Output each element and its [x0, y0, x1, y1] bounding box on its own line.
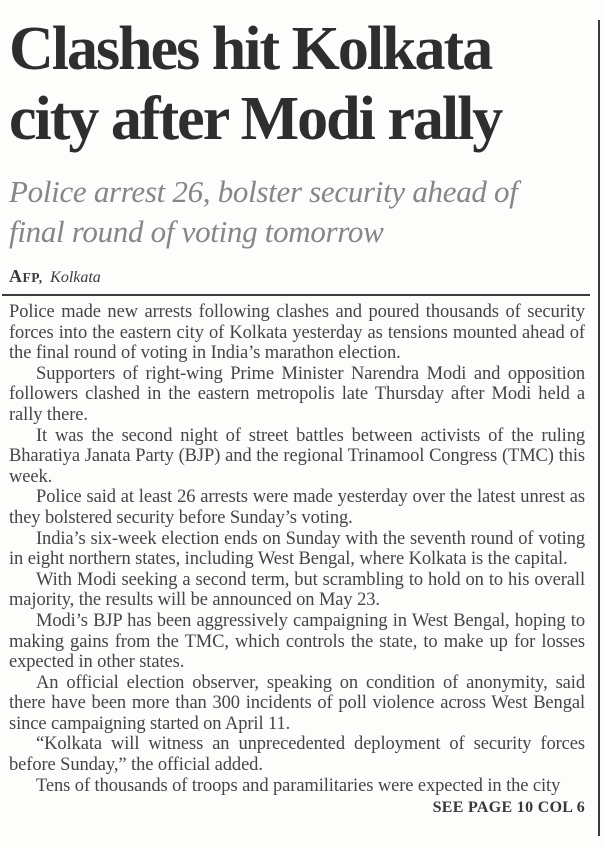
article-headline — [9, 14, 585, 154]
body-paragraph: Modi’s BJP has been aggressively campaigning in West Bengal, hoping to making gains from the TMC, which controls the state, to make up for losses expected in other states. — [9, 610, 585, 673]
subhead-line-2: final round of voting tomorrow — [9, 214, 384, 249]
body-paragraph: Tens of thousands of troops and paramilitaries were expected in the city — [36, 775, 561, 796]
byline-divider-rule — [2, 294, 590, 296]
byline-agency: AFP, — [9, 266, 43, 286]
byline — [9, 266, 585, 287]
body-paragraph: Police made new arrests following clashes and poured thousands of security forces into the eastern city of Kolkata yesterday as tensions mounted ahead of the final round of voting in India’s marathon election. — [9, 302, 585, 364]
headline-line-2: city after Modi rally — [9, 85, 502, 153]
body-paragraph: Supporters of right-wing Prime Minister Narendra Modi and opposition followers clashed in the eastern metropolis late Thursday after Modi held a rally there. — [9, 363, 585, 425]
body-paragraph: India’s six-week election ends on Sunday with the seventh round of voting in eight northern states, including West Bengal, where Kolkata is the capital. — [9, 528, 585, 570]
body-paragraph: With Modi seeking a second term, but scrambling to hold on to his overall majority, the results will be announced on May 23. — [9, 569, 585, 611]
headline-line-1: Clashes hit Kolkata — [9, 15, 492, 83]
article-body — [9, 302, 585, 796]
body-paragraph: Police said at least 26 arrests were made yesterday over the latest unrest as they bolstered security before Sunday’s voting. — [9, 487, 585, 528]
body-paragraph: “Kolkata will witness an unprecedented deployment of security forces before Sunday,” the official added. — [9, 734, 585, 776]
body-paragraph: It was the second night of street battles between activists of the ruling Bharatiya Janata Party (BJP) and the regional Trinamool Congress (TMC) this week. — [9, 425, 585, 487]
article-subhead — [9, 172, 585, 252]
body-paragraph: An official election observer, speaking on condition of anonymity, said there have been more than 300 incidents of poll violence across West Bengal since campaigning started on April 11. — [9, 672, 585, 734]
continuation-note: SEE PAGE 10 COL 6 — [432, 799, 585, 817]
subhead-line-1: Police arrest 26, bolster security ahead of — [9, 174, 518, 209]
byline-location: Kolkata — [50, 269, 101, 286]
